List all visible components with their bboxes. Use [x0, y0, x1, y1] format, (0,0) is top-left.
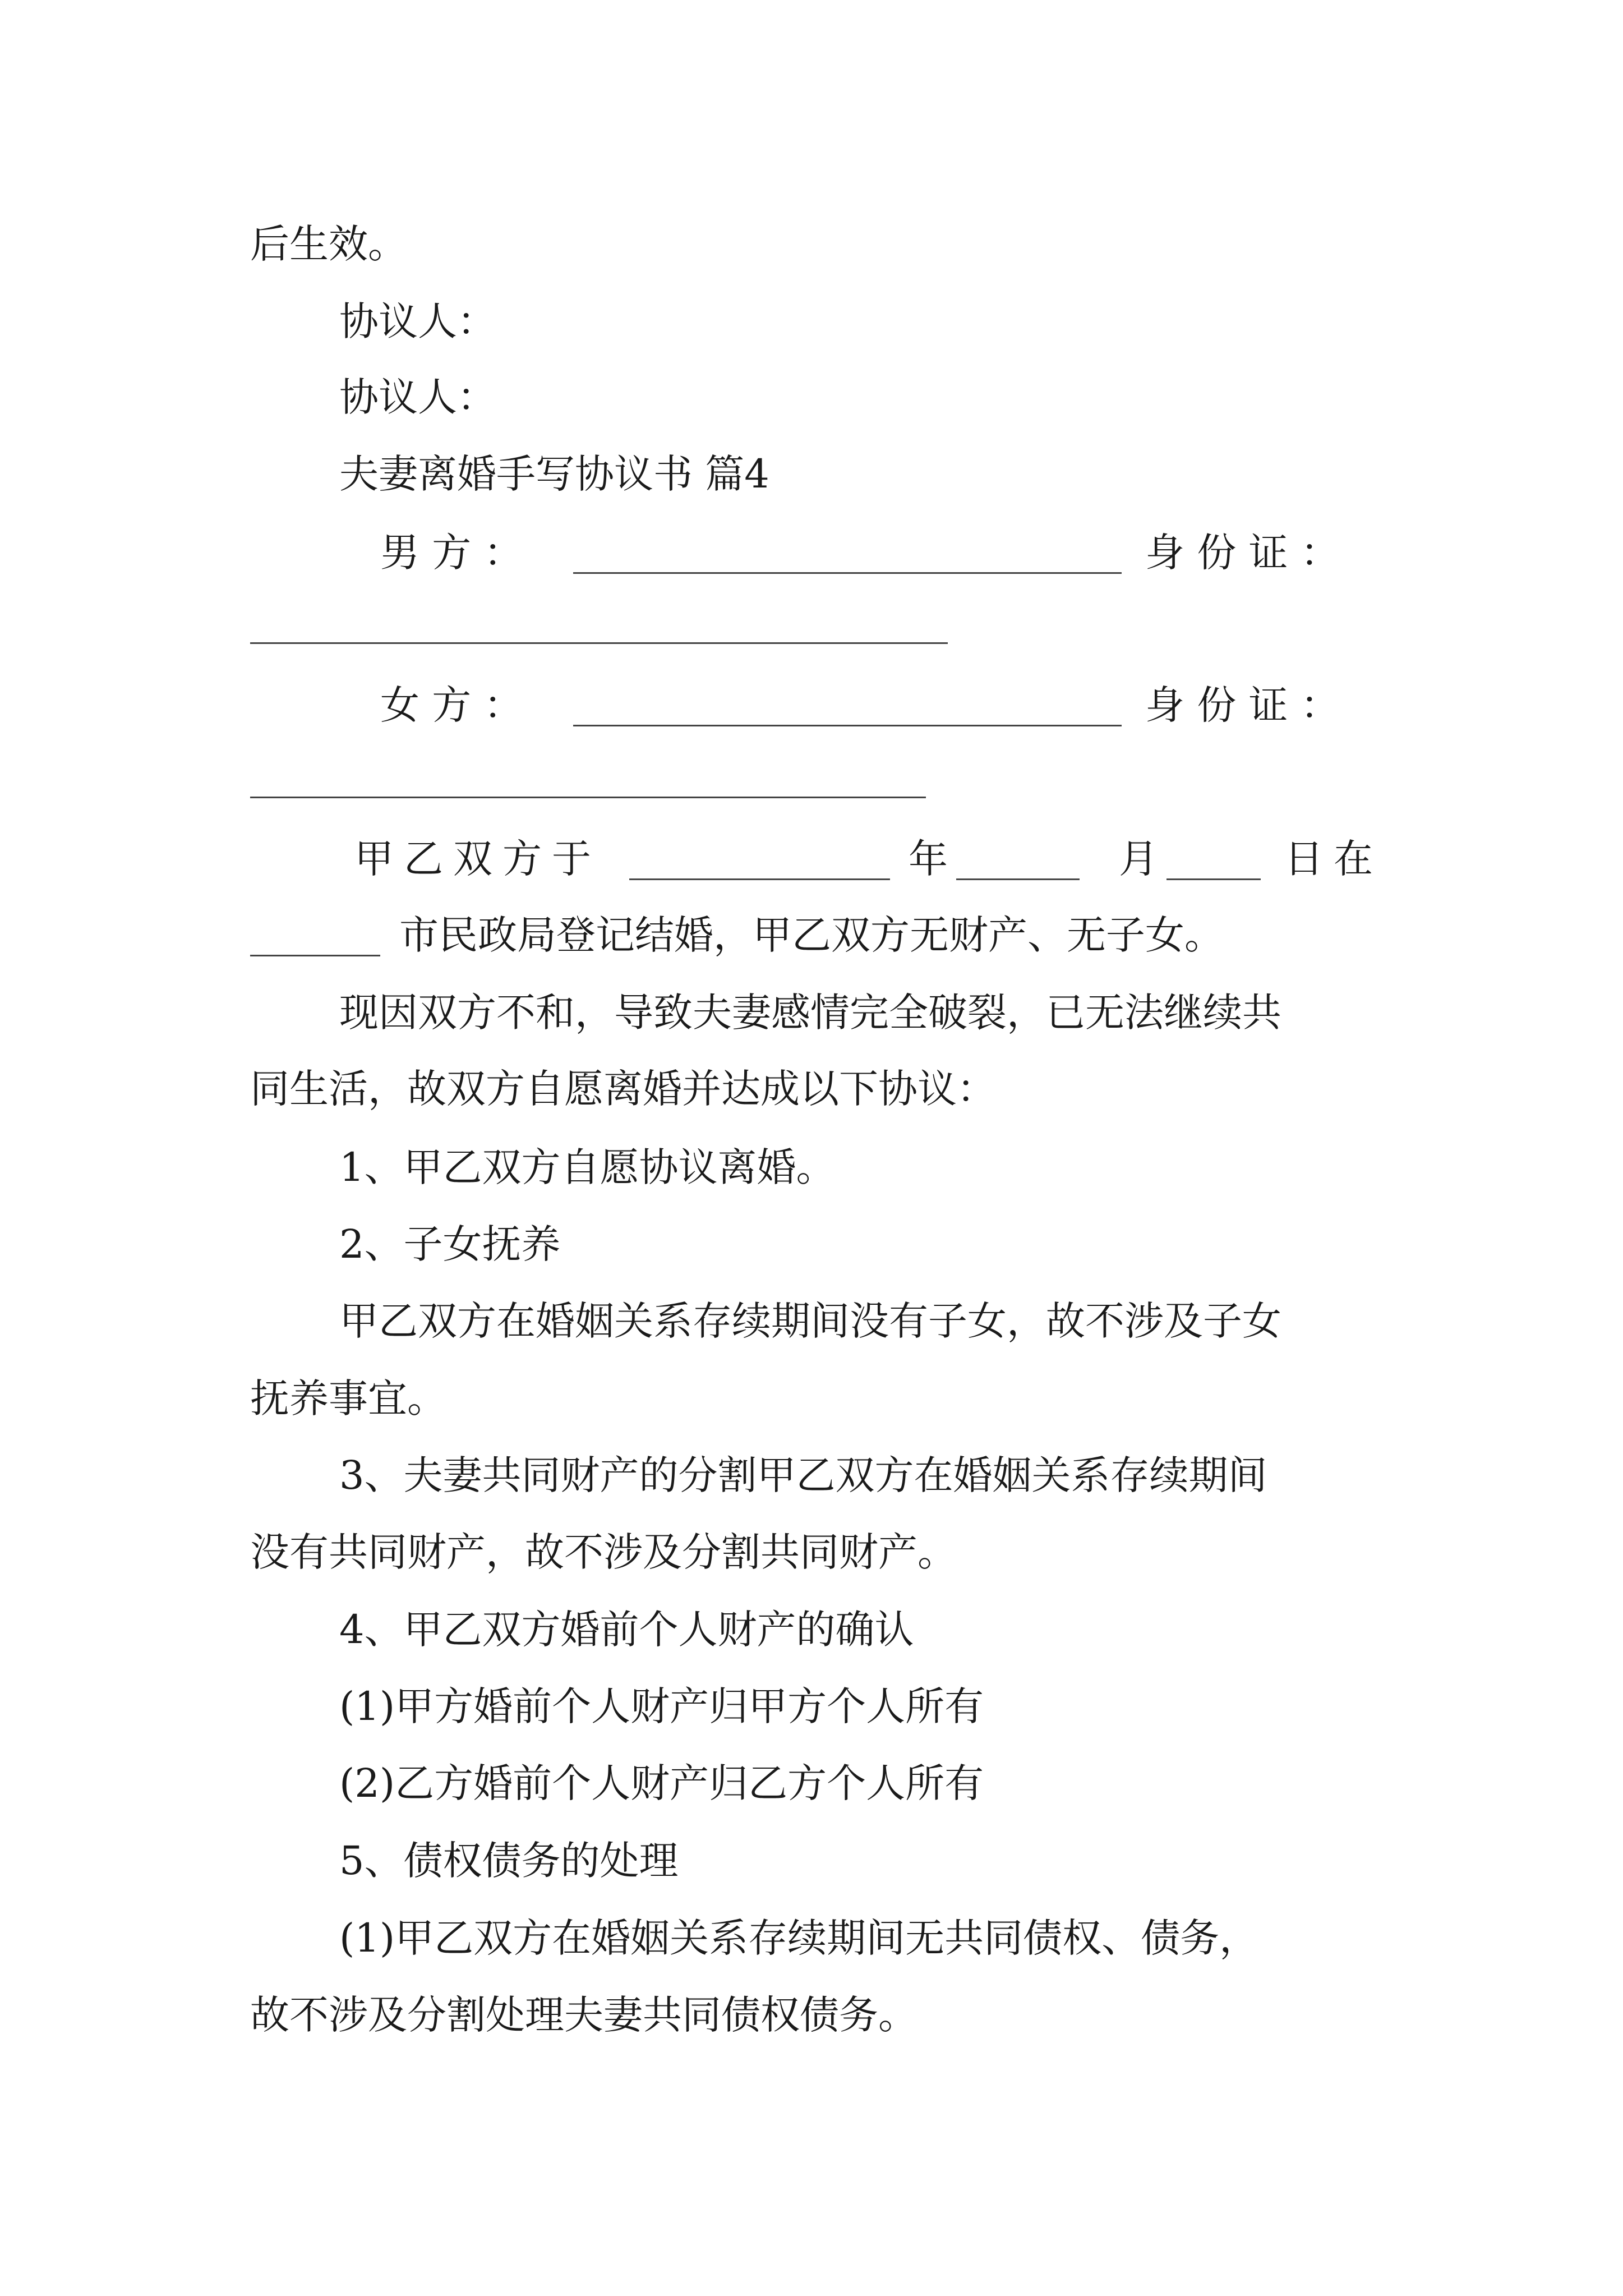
clause-heading: 5、债权债务的处理: [339, 1838, 679, 1884]
month-label: 月: [1119, 836, 1158, 882]
woman-label: 女 方 ：: [380, 682, 523, 728]
marriage-year-blank: [629, 873, 890, 880]
registry-city-blank: [250, 949, 380, 956]
man-id-label: 身 份 证 ：: [1145, 530, 1340, 576]
marriage-day-blank: [1166, 873, 1261, 880]
text-line: 现因双方不和，导致夫妻感情完全破裂，已无法继续共: [339, 990, 1281, 1036]
text-line: 没有共同财产，故不涉及分割共同财产。: [250, 1529, 957, 1575]
text-line: 同生活，故双方自愿离婚并达成以下协议：: [250, 1066, 996, 1112]
signatory-line: 协议人：: [339, 374, 496, 420]
clause-heading: 3、夫妻共同财产的分割甲乙双方在婚姻关系存续期间: [339, 1452, 1267, 1498]
woman-name-blank: [573, 719, 1122, 726]
clause-item: (2)乙方婚前个人财产归乙方个人所有: [339, 1760, 984, 1806]
man-id-blank: [250, 642, 948, 644]
clause-item: (1)甲方婚前个人财产归甲方个人所有: [339, 1683, 984, 1729]
clause-heading: 1、甲乙双方自愿协议离婚。: [339, 1144, 836, 1190]
marriage-month-blank: [956, 873, 1080, 880]
clause-item: (1)甲乙双方在婚姻关系存续期间无共同债权、债务，: [339, 1915, 1259, 1961]
man-name-blank: [573, 567, 1122, 574]
text-line: 甲乙双方在婚姻关系存续期间没有子女，故不涉及子女: [339, 1298, 1281, 1344]
text-line: 抚养事宜。: [250, 1375, 446, 1421]
section-heading: 夫妻离婚手写协议书 篇4: [339, 451, 769, 497]
marriage-prefix: 甲乙双方于: [354, 836, 601, 882]
woman-id-blank: [250, 797, 926, 798]
year-label: 年: [909, 836, 948, 882]
text-line: 后生效。: [250, 221, 407, 267]
signatory-line: 协议人：: [339, 298, 496, 344]
man-label: 男 方 ：: [380, 530, 523, 576]
text-line: 市民政局登记结婚，甲乙双方无财产、无子女。: [399, 912, 1224, 958]
clause-heading: 4、甲乙双方婚前个人财产的确认: [339, 1607, 914, 1653]
woman-id-label: 身 份 证 ：: [1145, 682, 1340, 728]
clause-heading: 2、子女抚养: [339, 1221, 561, 1267]
text-line: 故不涉及分割处理夫妻共同债权债务。: [250, 1992, 917, 2038]
day-in-label: 日在: [1284, 836, 1383, 882]
